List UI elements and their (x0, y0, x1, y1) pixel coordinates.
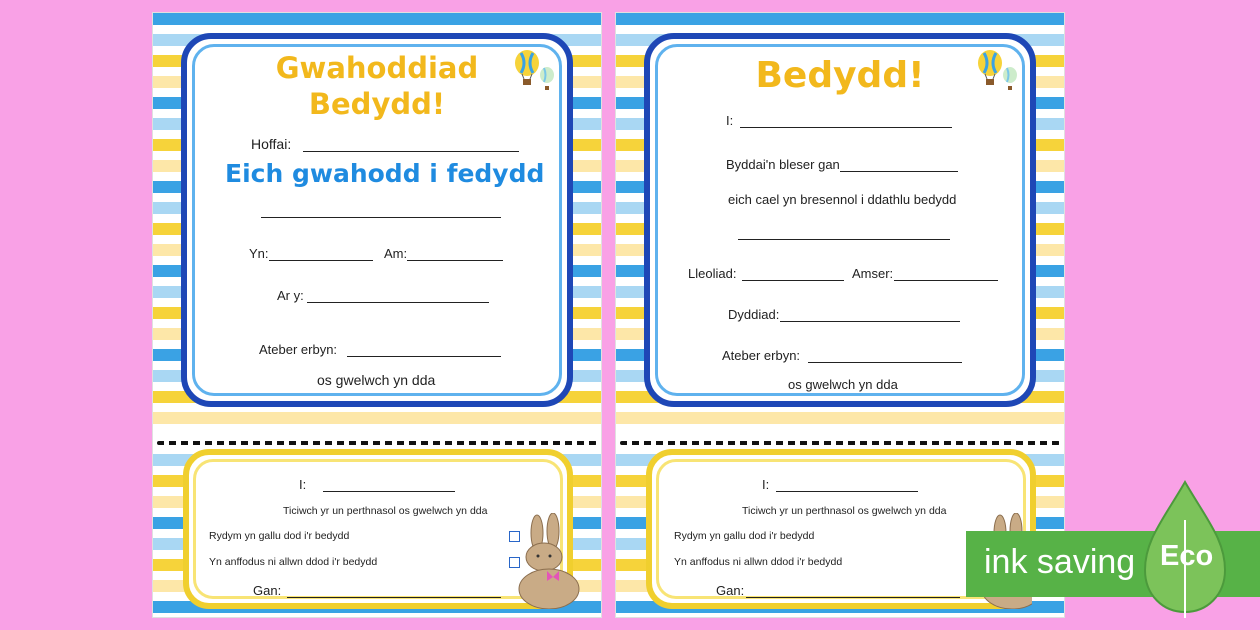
i-field[interactable] (740, 127, 952, 128)
reply-gan-label: Gan: (253, 583, 282, 598)
invitation-title: Bedydd! (755, 55, 925, 96)
bleser-label: Byddai'n bleser gan (726, 157, 840, 172)
invitation-title-line2: Bedydd! (308, 87, 446, 121)
lleoliad-label: Lleoliad: (688, 266, 737, 281)
invitation-headline: Eich gwahodd i fedydd (225, 159, 545, 188)
ar-y-field[interactable] (307, 302, 489, 303)
eco-label: Eco (1160, 540, 1214, 572)
reply-option-2: Yn anffodus ni allwn ddod i'r bedydd (209, 556, 378, 568)
dyddiad-label: Dyddiad: (728, 307, 780, 322)
reply-i-field[interactable] (776, 491, 918, 492)
ateber-field[interactable] (347, 356, 501, 357)
name-field[interactable] (261, 217, 501, 218)
bunny-icon (513, 513, 585, 609)
ateber-label: Ateber erbyn: (722, 348, 801, 363)
closing-text: os gwelwch yn dda (317, 372, 436, 388)
am-label: Am: (384, 246, 408, 261)
hoffai-field[interactable] (303, 151, 519, 152)
amser-field[interactable] (894, 280, 998, 281)
ateber-field[interactable] (808, 362, 962, 363)
lleoliad-field[interactable] (742, 280, 844, 281)
invitation-title-line1: Gwahoddiad (275, 51, 479, 85)
ar-y-label: Ar y: (277, 288, 304, 303)
reply-option-2: Yn anffodus ni allwn ddod i'r bedydd (674, 556, 843, 568)
closing-text: os gwelwch yn dda (788, 377, 898, 392)
reply-i-field[interactable] (323, 491, 455, 492)
yn-field[interactable] (269, 260, 373, 261)
invitation-card-left (152, 12, 602, 618)
bleser-field[interactable] (840, 171, 958, 172)
hoffai-label: Hoffai: (251, 136, 292, 152)
reply-option-1: Rydym yn gallu dod i'r bedydd (209, 530, 350, 542)
invitation-panel (644, 33, 1036, 407)
am-field[interactable] (407, 260, 503, 261)
invitation-card-right (615, 12, 1065, 618)
attend-line: eich cael yn bresennol i ddathlu bedydd (728, 192, 957, 207)
ink-saving-text: ink saving (984, 543, 1136, 581)
reply-gan-label: Gan: (716, 583, 745, 598)
amser-label: Amser: (852, 266, 894, 281)
reply-i-label: I: (762, 477, 770, 492)
reply-instruction: Ticiwch yr un perthnasol os gwelwch yn dda (283, 505, 488, 517)
reply-i-label: I: (299, 477, 307, 492)
dyddiad-field[interactable] (780, 321, 960, 322)
name-field[interactable] (738, 239, 950, 240)
reply-gan-field[interactable] (746, 597, 960, 598)
reply-gan-field[interactable] (287, 597, 501, 598)
ateber-label: Ateber erbyn: (259, 342, 338, 357)
i-label: I: (726, 113, 734, 128)
invitation-panel (181, 33, 573, 407)
yn-label: Yn: (249, 246, 269, 261)
reply-instruction: Ticiwch yr un perthnasol os gwelwch yn dda (742, 505, 947, 517)
reply-option-1: Rydym yn gallu dod i'r bedydd (674, 530, 815, 542)
